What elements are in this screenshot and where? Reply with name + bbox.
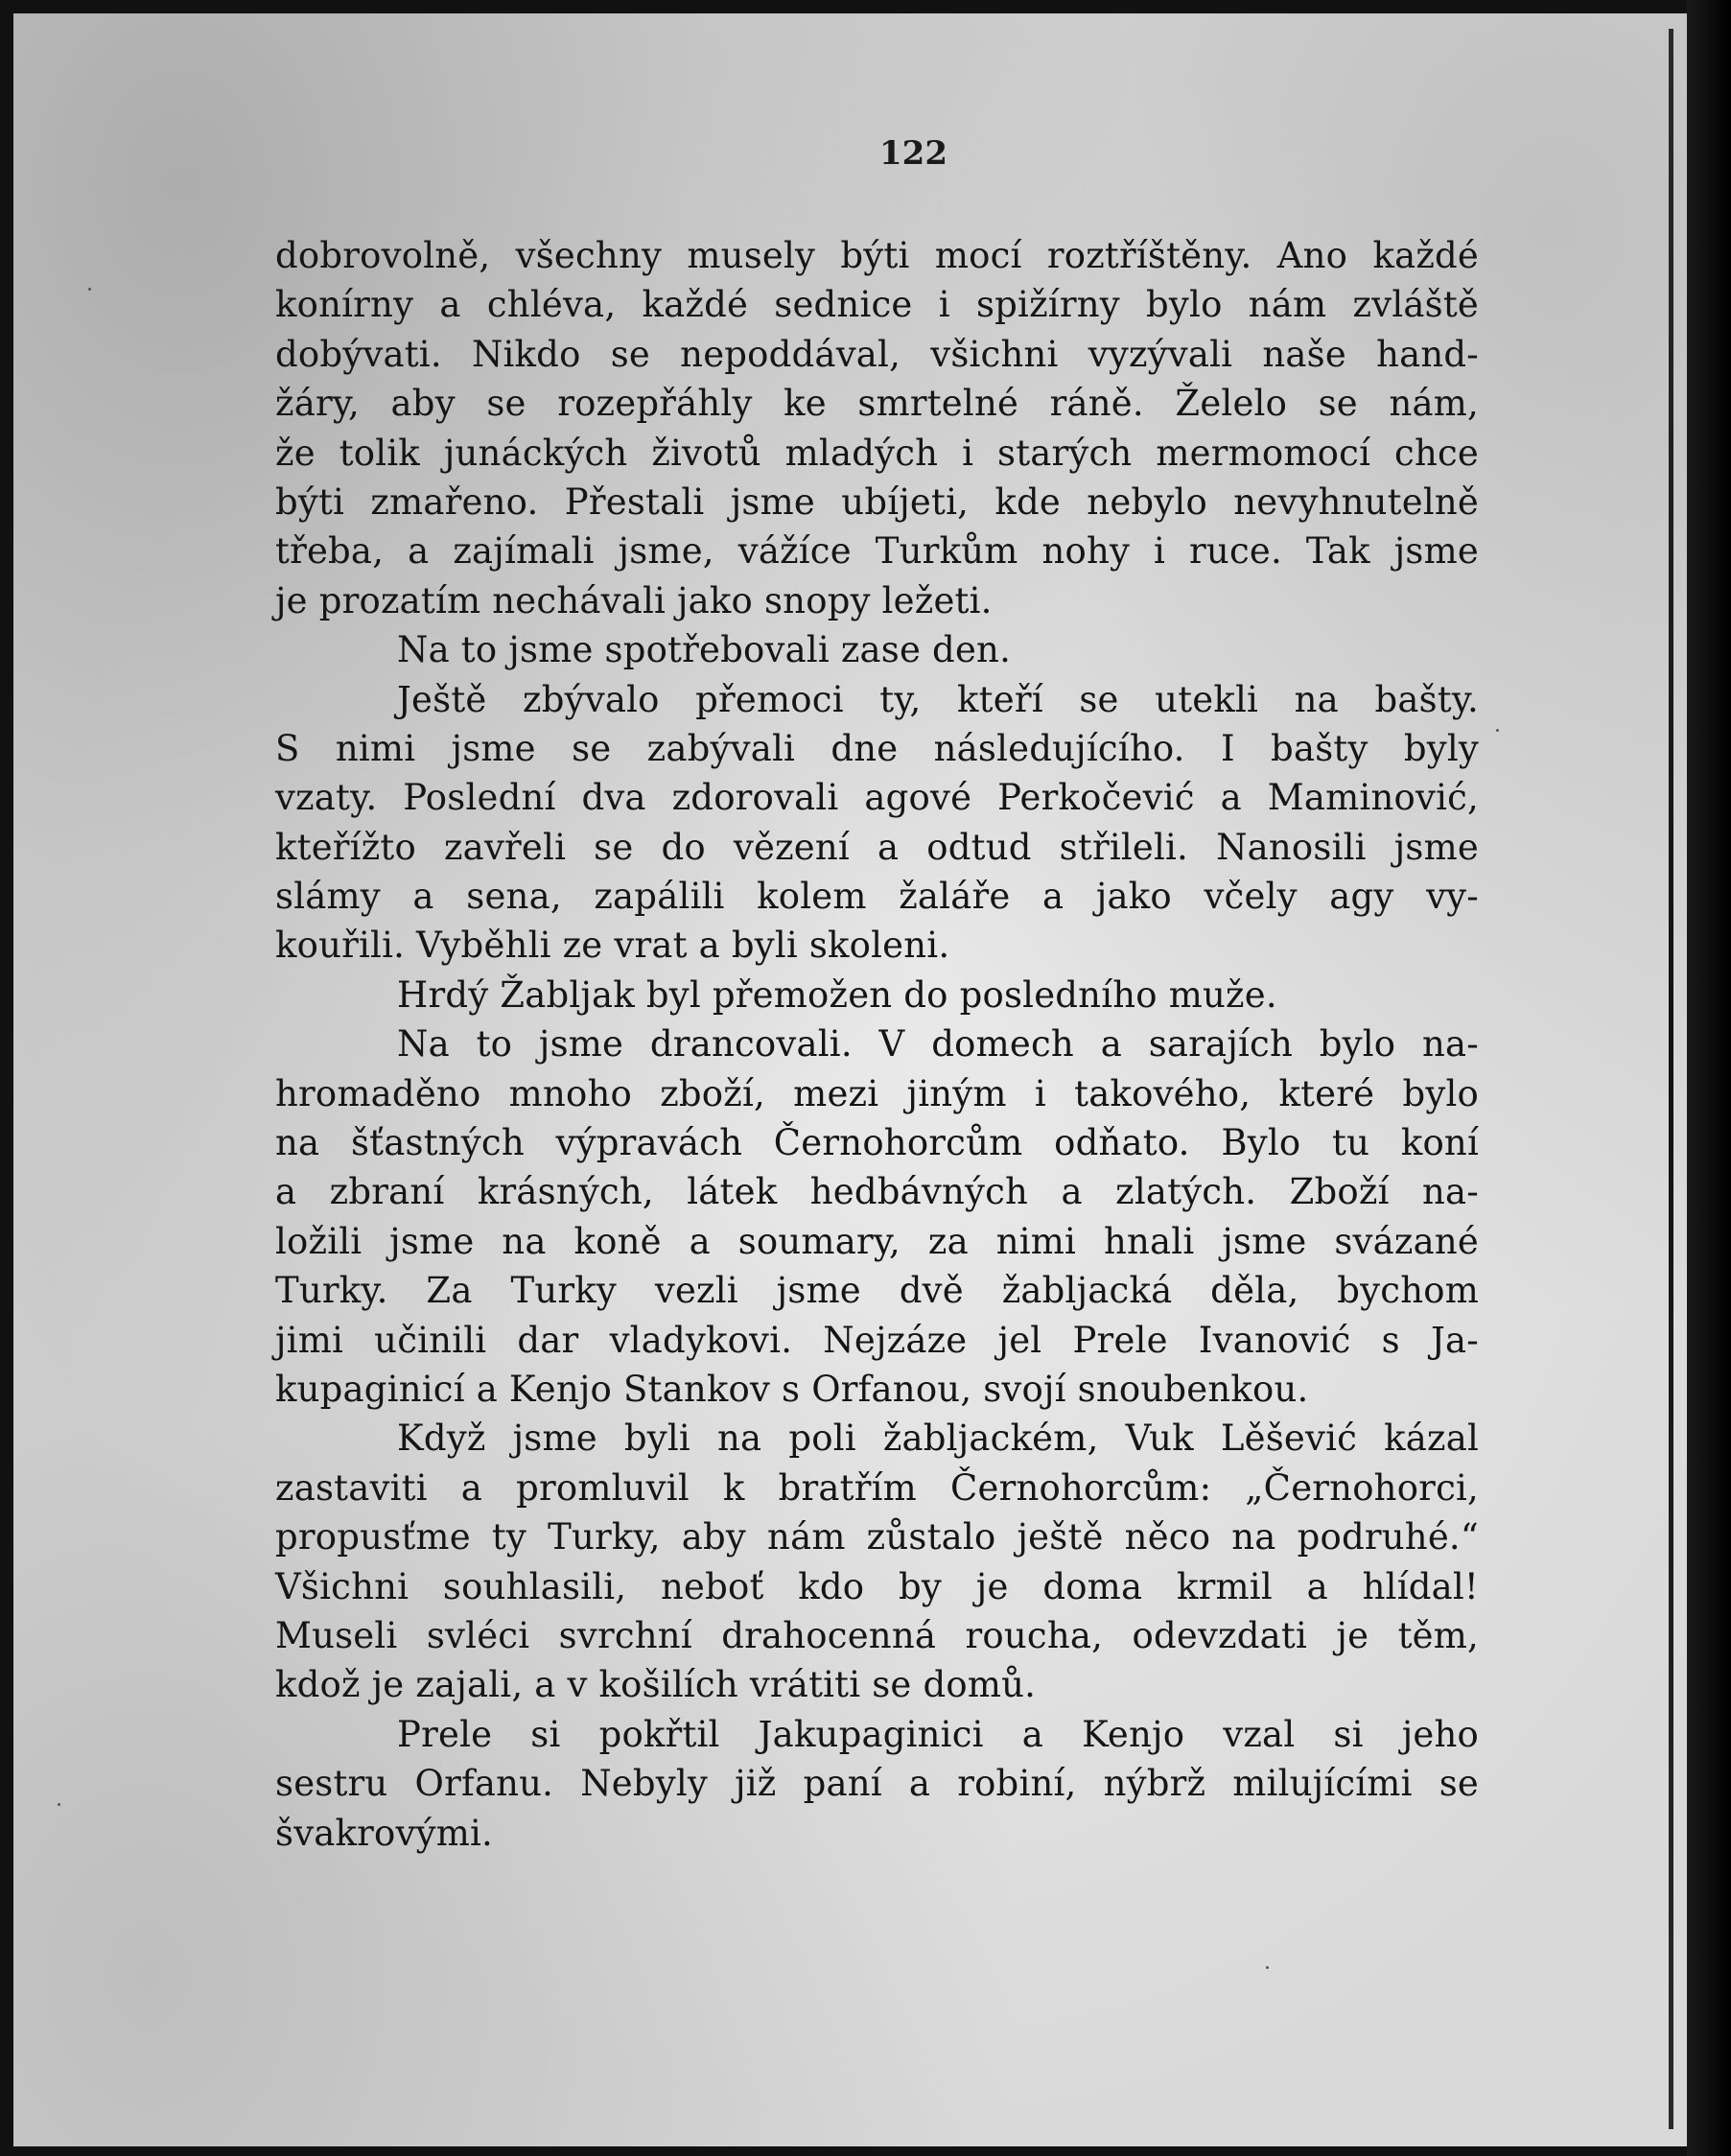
text-line: žáry, aby se rozepřáhly ke smrtelné ráně. Želelo se nám,: [275, 383, 1479, 425]
text-line: Když jsme byli na poli žabljackém, Vuk Lěšević kázal: [397, 1418, 1479, 1460]
text-line: je prozatím nechávali jako snopy ležeti.: [275, 579, 993, 621]
text-line: a zbraní krásných, látek hedbávných a zlatých. Zboží na-: [275, 1171, 1479, 1213]
page-number: 122: [879, 134, 947, 173]
text-line: konírny a chléva, každé sednice i spižírny bylo nám zvláště: [275, 284, 1479, 326]
text-line: třeba, a zajímali jsme, vážíce Turkům nohy i ruce. Tak jsme: [275, 530, 1479, 573]
text-line: Všichni souhlasili, neboť kdo by je doma krmil a hlídal!: [275, 1565, 1479, 1607]
text-line: kteřížto zavřeli se do vězení a odtud střileli. Nanosili jsme: [275, 826, 1479, 868]
text-line: S nimi jsme se zabývali dne následujícího. I bašty byly: [275, 727, 1479, 769]
text-line: na šťastných výpravách Černohorcům odňato. Bylo tu koní: [275, 1122, 1479, 1164]
text-line: jimi učinili dar vladykovi. Nejzáze jel Prele Ivanović s Ja-: [275, 1319, 1479, 1361]
text-line: dobývati. Nikdo se nepoddával, všichni vyzývali naše hand-: [275, 333, 1479, 375]
text-line: Museli svléci svrchní drahocenná roucha, odevzdati je těm,: [275, 1614, 1479, 1656]
text-line: Prele si pokřtil Jakupaginici a Kenjo vzal si jeho: [397, 1713, 1479, 1755]
text-line: hromaděno mnoho zboží, mezi jiným i takového, které bylo: [275, 1072, 1479, 1114]
text-line: Hrdý Žabljak byl přemožen do posledního muže.: [397, 973, 1277, 1016]
text-line: Ještě zbývalo přemoci ty, kteří se utekli na bašty.: [397, 678, 1479, 720]
text-line: že tolik junáckých životů mladých i starých mermomocí chce: [275, 432, 1479, 474]
book-binding-edge: [1687, 0, 1731, 2156]
text-line: Na to jsme spotřebovali zase den.: [397, 629, 1012, 671]
body-text: [275, 231, 1479, 1858]
scan-speck: [58, 1803, 60, 1806]
text-line: Na to jsme drancovali. V domech a sarajích bylo na-: [397, 1023, 1479, 1066]
text-line: kupaginicí a Kenjo Stankov s Orfanou, svojí snoubenkou.: [275, 1368, 1309, 1410]
text-line: býti zmařeno. Přestali jsme ubíjeti, kde nebylo nevyhnutelně: [275, 480, 1479, 523]
text-line: švakrovými.: [275, 1812, 494, 1854]
scan-speck: [1266, 1966, 1269, 1969]
text-line: sestru Orfanu. Nebyly již paní a robiní, nýbrž milujícími se: [275, 1763, 1479, 1805]
text-line: dobrovolně, všechny musely býti mocí roztříštěny. Ano každé: [275, 235, 1479, 276]
text-line: zastaviti a promluvil k bratřím Černohorcům: „Černohorci,: [275, 1466, 1479, 1509]
text-line: kdož je zajali, a v košilích vrátiti se domů.: [275, 1664, 1037, 1706]
text-line: ložili jsme na koně a soumary, za nimi hnali jsme svázané: [275, 1220, 1479, 1262]
page-edge-shadow: [1669, 29, 1673, 2129]
scan-speck: [1496, 729, 1499, 732]
text-line: propusťme ty Turky, aby nám zůstalo ještě něco na podruhé.“: [275, 1516, 1479, 1558]
text-line: slámy a sena, zapálili kolem žaláře a jako včely agy vy-: [275, 876, 1479, 918]
text-line: vzaty. Poslední dva zdorovali agové Perkočević a Maminović,: [275, 777, 1479, 819]
scan-speck: [88, 288, 91, 291]
text-line: Turky. Za Turky vezli jsme dvě žabljacká děla, bychom: [275, 1270, 1479, 1312]
text-line: kouřili. Vyběhli ze vrat a byli skoleni.: [275, 925, 950, 967]
